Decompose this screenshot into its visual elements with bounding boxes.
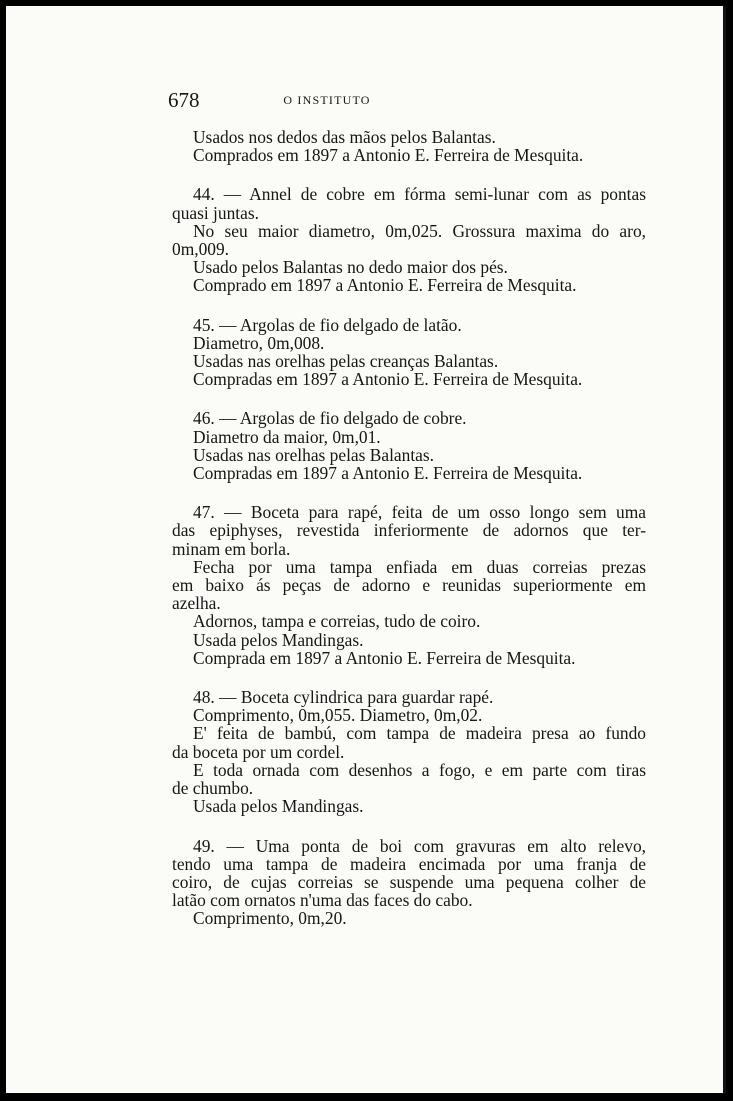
text-line: E' feita de bambú, com tampa de madeira presa ao fundo	[193, 723, 646, 744]
entry-45	[172, 316, 646, 389]
text-line: Diametro da maior, 0m,01.	[193, 426, 381, 447]
entry-44	[172, 185, 646, 294]
text-line: latão com ornatos n'uma das faces do cabo.	[172, 890, 473, 911]
text-line: Comprado em 1897 a Antonio E. Ferreira de Mesquita.	[193, 275, 577, 296]
entry-continuation	[172, 128, 646, 164]
text-line: tendo uma tampa de madeira encimada por uma franja de	[172, 853, 646, 874]
text-line: de chumbo.	[172, 778, 254, 799]
page-number: 678	[168, 88, 200, 112]
text-line: Usada pelos Mandingas.	[193, 629, 364, 650]
text-line: 0m,009.	[172, 239, 230, 260]
text-line: quasi juntas.	[172, 202, 259, 223]
text-line: Compradas em 1897 a Antonio E. Ferreira de Mesquita.	[193, 369, 583, 390]
entry-49	[172, 837, 646, 928]
text-line: Comprada em 1897 a Antonio E. Ferreira de Mesquita.	[193, 647, 576, 668]
book-page	[6, 6, 726, 1093]
text-line: No seu maior diametro, 0m,025. Grossura maxima do aro,	[193, 220, 646, 241]
page-body	[172, 128, 646, 928]
text-line: Adornos, tampa e correias, tudo de coiro.	[193, 611, 481, 632]
running-title: O INSTITUTO	[283, 93, 371, 107]
text-line: 44. — Annel de cobre em fórma semi-lunar com as pontas	[193, 184, 646, 205]
text-line: da boceta por um cordel.	[172, 741, 345, 762]
text-line: em baixo ás peças de adorno e reunidas superiormente em	[172, 575, 646, 596]
text-line: E toda ornada com desenhos a fogo, e em parte com tiras	[193, 759, 646, 780]
text-line: 46. — Argolas de fio delgado de cobre.	[193, 408, 467, 429]
text-line: Diametro, 0m,008.	[193, 332, 325, 353]
text-line: das epiphyses, revestida inferiormente de adornos que ter-	[172, 520, 646, 541]
text-line: Usado pelos Balantas no dedo maior dos pés.	[193, 257, 508, 278]
text-line: 47. — Boceta para rapé, feita de um osso longo sem uma	[193, 502, 646, 523]
text-line: Fecha por uma tampa enfiada em duas correias prezas	[193, 556, 646, 577]
text-line: Usados nos dedos das mãos pelos Balantas.	[193, 127, 496, 147]
text-line: Usada pelos Mandingas.	[193, 796, 364, 817]
page-header	[168, 88, 486, 114]
text-line: 49. — Uma ponta de boi com gravuras em alto relevo,	[193, 835, 646, 856]
text-line: azelha.	[172, 593, 221, 614]
text-line: 48. — Boceta cylindrica para guardar rapé.	[193, 687, 494, 708]
text-line: Usadas nas orelhas pelas Balantas.	[193, 444, 434, 465]
text-line: 45. — Argolas de fio delgado de latão.	[193, 314, 462, 335]
text-line: minam em borla.	[172, 538, 291, 559]
text-line: Usadas nas orelhas pelas creanças Balantas.	[193, 351, 499, 372]
text-line: Comprimento, 0m,20.	[193, 908, 347, 929]
text-line: coiro, de cujas correias se suspende uma pequena colher de	[172, 871, 646, 892]
entry-47	[172, 503, 646, 667]
text-line: Comprimento, 0m,055. Diametro, 0m,02.	[193, 705, 483, 726]
text-line: Compradas em 1897 a Antonio E. Ferreira de Mesquita.	[193, 463, 583, 484]
text-line: Comprados em 1897 a Antonio E. Ferreira de Mesquita.	[193, 145, 584, 166]
entry-48	[172, 688, 646, 815]
entry-46	[172, 409, 646, 482]
